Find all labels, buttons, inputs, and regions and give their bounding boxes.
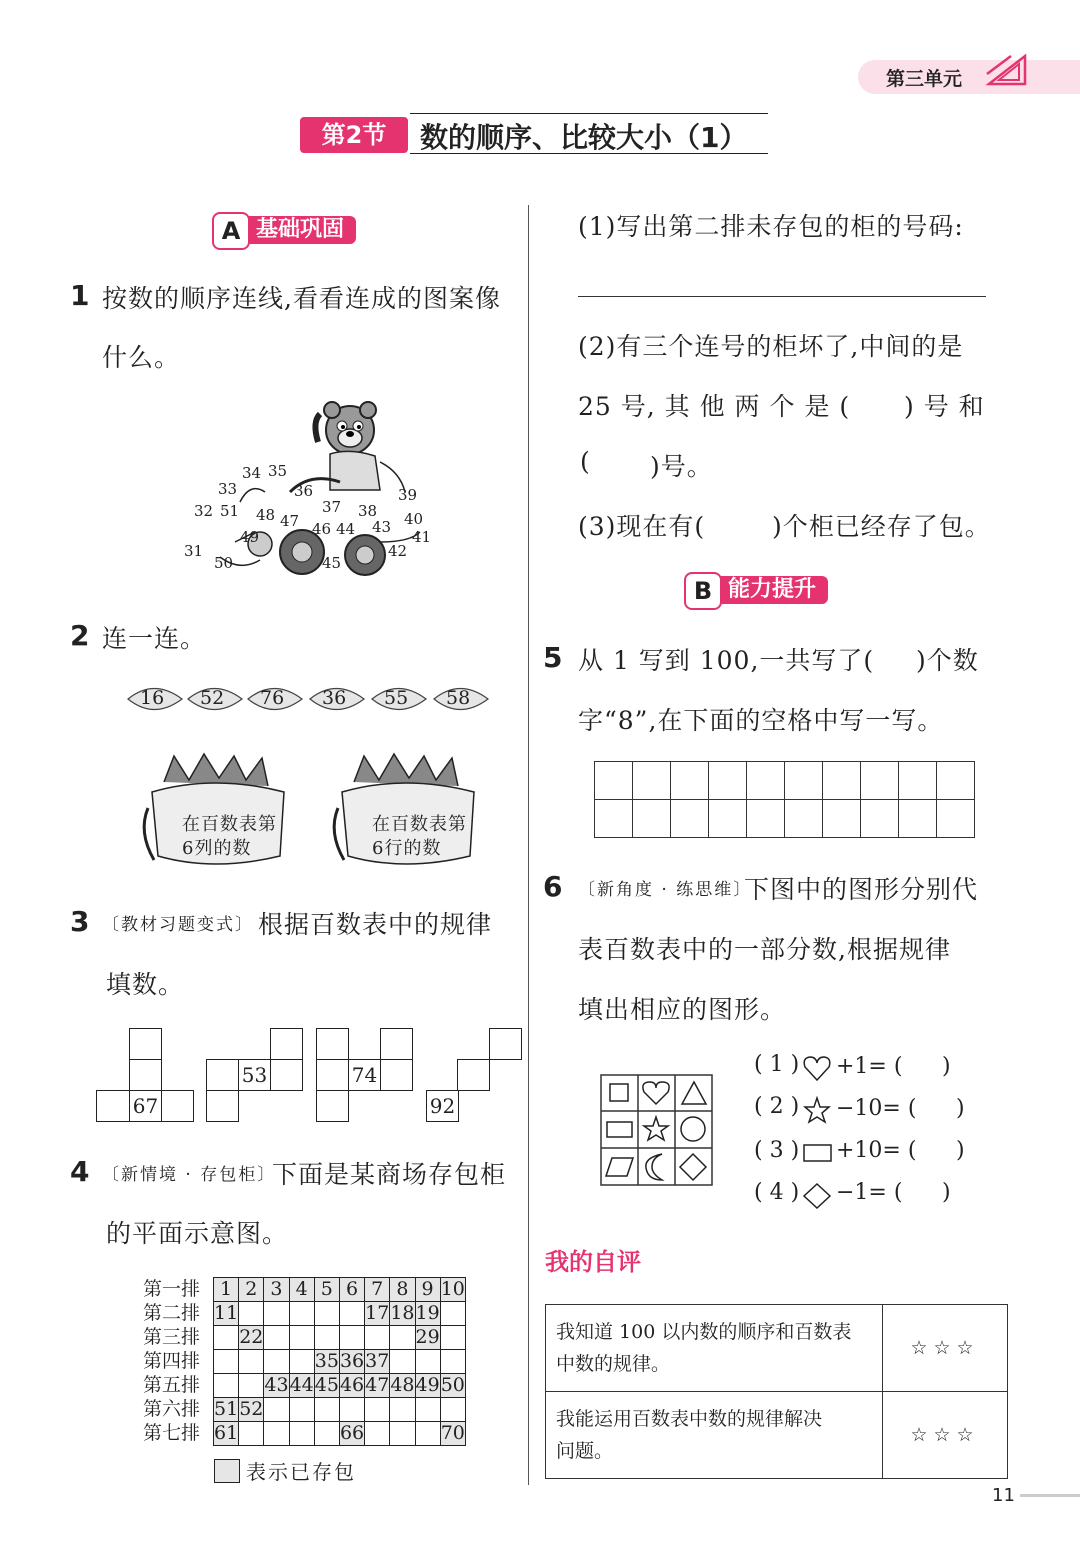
eq-label: ( 2 ) bbox=[754, 1094, 800, 1119]
locker-cell-stored: 11 bbox=[214, 1302, 239, 1324]
leaf-number[interactable]: 16 bbox=[140, 687, 165, 709]
dot-label: 34 bbox=[242, 464, 262, 482]
eq-close[interactable]: ) bbox=[942, 1180, 951, 1205]
q6-number: 6 bbox=[543, 870, 563, 903]
locker-cell-stored: 45 bbox=[314, 1374, 339, 1396]
q5-text-line1b: )个数 bbox=[916, 646, 979, 675]
square-icon bbox=[610, 1084, 628, 1101]
parallelogram-icon bbox=[606, 1158, 633, 1176]
locker-cell-empty bbox=[339, 1398, 364, 1422]
q6-text-line1: 下图中的图形分别代 bbox=[744, 875, 979, 904]
blank-cell[interactable] bbox=[270, 1028, 303, 1060]
part-b-letter: B bbox=[684, 572, 722, 610]
q4-sub3b: )个柜已经存了包。 bbox=[772, 512, 991, 541]
locker-row-label: 第一排 bbox=[143, 1278, 201, 1300]
locker-cell-empty bbox=[239, 1422, 264, 1446]
heart-icon bbox=[802, 1054, 832, 1082]
q1-dot-picture bbox=[180, 392, 440, 592]
pot-text-line2: 6行的数 bbox=[372, 838, 442, 859]
eq-label: ( 4 ) bbox=[754, 1180, 800, 1205]
given-number: 53 bbox=[238, 1059, 271, 1091]
dot-label: 35 bbox=[268, 462, 288, 480]
writing-cell[interactable] bbox=[937, 800, 975, 838]
q1-text-line1: 按数的顺序连线,看看连成的图案像 bbox=[102, 284, 501, 313]
dot-label: 50 bbox=[214, 554, 234, 572]
q6-equations bbox=[754, 1052, 984, 1222]
q5-writing-grid[interactable] bbox=[594, 761, 975, 838]
dot-label: 32 bbox=[194, 502, 214, 520]
writing-cell[interactable] bbox=[671, 762, 709, 800]
writing-cell[interactable] bbox=[899, 762, 937, 800]
locker-cell-empty bbox=[415, 1350, 440, 1374]
rectangle-icon bbox=[607, 1122, 632, 1137]
eq-label: ( 3 ) bbox=[754, 1138, 800, 1163]
locker-cell-stored: 8 bbox=[390, 1278, 415, 1302]
statement-line: 我知道 100 以内数的顺序和百数表 bbox=[556, 1321, 852, 1343]
locker-cell-stored: 52 bbox=[239, 1398, 264, 1420]
q3-number-grids bbox=[96, 1028, 526, 1124]
dot-label: 47 bbox=[280, 512, 300, 530]
q4-sub2-line2a: 25 号, 其 他 两 个 是 ( bbox=[578, 392, 851, 421]
locker-row-label: 第七排 bbox=[143, 1422, 201, 1444]
q3-text-line1: 根据百数表中的规律 bbox=[258, 910, 493, 939]
locker-cell-empty bbox=[365, 1326, 390, 1350]
locker-cell-stored: 61 bbox=[214, 1422, 239, 1444]
q3-text-line2: 填数。 bbox=[106, 970, 185, 999]
dot-label: 46 bbox=[312, 520, 332, 538]
locker-cell-empty bbox=[289, 1350, 314, 1374]
diamond-icon bbox=[802, 1182, 832, 1210]
locker-cell-empty bbox=[440, 1350, 465, 1374]
locker-cell-stored: 2 bbox=[239, 1278, 264, 1302]
locker-cell-stored: 51 bbox=[214, 1398, 239, 1420]
star-icon bbox=[644, 1117, 668, 1140]
locker-cell-stored: 70 bbox=[440, 1422, 465, 1444]
q1-text-line2: 什么。 bbox=[102, 343, 181, 372]
locker-cell-stored: 4 bbox=[289, 1278, 314, 1302]
writing-cell[interactable] bbox=[633, 800, 671, 838]
writing-cell[interactable] bbox=[861, 800, 899, 838]
locker-cell-stored: 19 bbox=[415, 1302, 440, 1324]
dot-label: 36 bbox=[294, 482, 314, 500]
blank-cell[interactable] bbox=[129, 1028, 162, 1060]
dot-label: 39 bbox=[398, 486, 418, 504]
locker-cell-stored: 48 bbox=[390, 1374, 415, 1396]
q4-sub2-close: )号。 bbox=[650, 452, 713, 481]
q4-sub3a: (3)现在有( bbox=[578, 512, 706, 541]
locker-row bbox=[143, 1326, 465, 1350]
statement-line: 中数的规律。 bbox=[556, 1353, 671, 1375]
writing-cell[interactable] bbox=[709, 762, 747, 800]
blank-cell[interactable] bbox=[316, 1059, 349, 1091]
locker-cell-empty bbox=[440, 1398, 465, 1422]
locker-cell-stored: 18 bbox=[390, 1302, 415, 1324]
leaf-number[interactable]: 76 bbox=[260, 687, 285, 709]
dot-label: 41 bbox=[412, 528, 432, 546]
writing-cell[interactable] bbox=[823, 800, 861, 838]
locker-row-label: 第五排 bbox=[143, 1374, 201, 1396]
self-eval-row bbox=[546, 1392, 1008, 1479]
locker-cell-empty bbox=[365, 1422, 390, 1446]
q2-pot-1[interactable] bbox=[134, 752, 294, 868]
locker-cell-stored: 5 bbox=[314, 1278, 339, 1302]
dot-label: 43 bbox=[372, 518, 392, 536]
locker-cell-empty bbox=[339, 1326, 364, 1350]
locker-cell-stored: 10 bbox=[440, 1278, 465, 1300]
q3-number: 3 bbox=[70, 905, 90, 938]
q4-sub1: (1)写出第二排未存包的柜的号码: bbox=[578, 212, 964, 241]
q4-sub2-line2b: ) 号 和 bbox=[904, 392, 985, 421]
q5-text-line2: 字“8”,在下面的空格中写一写。 bbox=[578, 706, 944, 735]
writing-cell[interactable] bbox=[595, 800, 633, 838]
locker-diagram bbox=[143, 1277, 466, 1446]
blank-cell[interactable] bbox=[206, 1090, 239, 1122]
locker-cell-empty bbox=[239, 1374, 264, 1398]
diamond-icon bbox=[680, 1154, 706, 1180]
locker-cell-empty bbox=[239, 1302, 264, 1326]
locker-cell-empty bbox=[289, 1326, 314, 1350]
locker-cell-stored: 1 bbox=[214, 1278, 239, 1302]
q4-text-line2: 的平面示意图。 bbox=[106, 1219, 289, 1248]
writing-cell[interactable] bbox=[899, 800, 937, 838]
locker-cell-empty bbox=[339, 1302, 364, 1326]
locker-row-label: 第二排 bbox=[143, 1302, 201, 1324]
locker-cell-empty bbox=[289, 1398, 314, 1422]
locker-cell-empty bbox=[214, 1350, 239, 1374]
moon-icon bbox=[646, 1154, 662, 1180]
locker-cell-empty bbox=[390, 1422, 415, 1446]
self-eval-statement bbox=[546, 1392, 883, 1479]
q5-text-line1a: 从 1 写到 100,一共写了( bbox=[578, 646, 875, 675]
dot-label: 45 bbox=[322, 554, 342, 572]
locker-cell-empty bbox=[214, 1374, 239, 1398]
column-divider bbox=[528, 205, 529, 1485]
writing-cell[interactable] bbox=[937, 762, 975, 800]
part-b-label: 能力提升 bbox=[712, 576, 828, 604]
eq-close[interactable]: ) bbox=[956, 1096, 965, 1121]
part-a-letter: A bbox=[212, 212, 250, 250]
section-badge: 第2节 bbox=[300, 117, 408, 153]
locker-cell-stored: 3 bbox=[264, 1278, 289, 1302]
blank-cell[interactable] bbox=[380, 1059, 413, 1091]
writing-cell[interactable] bbox=[709, 800, 747, 838]
ruler-icon bbox=[985, 52, 1031, 88]
eq-close[interactable]: ) bbox=[956, 1138, 965, 1163]
locker-cell-stored: 49 bbox=[415, 1374, 440, 1396]
writing-cell[interactable] bbox=[747, 800, 785, 838]
locker-row-label: 第六排 bbox=[143, 1398, 201, 1420]
locker-cell-empty bbox=[390, 1326, 415, 1350]
star-icon bbox=[802, 1096, 832, 1124]
leaf-number[interactable]: 58 bbox=[446, 687, 471, 709]
q4-tag: 〔新情境 · 存包柜〕 bbox=[102, 1165, 277, 1185]
given-number: 67 bbox=[129, 1090, 162, 1122]
locker-cell-stored: 17 bbox=[365, 1302, 390, 1324]
statement-line: 我能运用百数表中数的规律解决 bbox=[556, 1408, 823, 1430]
locker-cell-empty bbox=[314, 1422, 339, 1446]
star-rating[interactable]: ☆☆☆ bbox=[883, 1392, 1008, 1479]
q2-leaves bbox=[124, 682, 504, 716]
locker-row bbox=[143, 1374, 465, 1398]
q4-sub2-line1: (2)有三个连号的柜坏了,中间的是 bbox=[578, 332, 964, 361]
eq-op: −1= ( bbox=[836, 1180, 903, 1205]
dot-label: 38 bbox=[358, 502, 378, 520]
circle-icon bbox=[681, 1117, 705, 1141]
locker-cell-empty bbox=[314, 1326, 339, 1350]
blank-cell[interactable] bbox=[270, 1059, 303, 1091]
blank-cell[interactable] bbox=[380, 1028, 413, 1060]
q6-tag: 〔新角度 · 练思维〕 bbox=[578, 880, 753, 900]
dot-label: 31 bbox=[184, 542, 204, 560]
blank-cell[interactable] bbox=[206, 1059, 239, 1091]
dot-label: 37 bbox=[322, 498, 342, 516]
pot-text-line1: 在百数表第 bbox=[372, 814, 467, 835]
eq-op: −10= ( bbox=[836, 1096, 917, 1121]
blank-cell[interactable] bbox=[129, 1059, 162, 1091]
given-number: 92 bbox=[426, 1090, 459, 1122]
title-rule-bottom bbox=[410, 153, 768, 154]
locker-cell-stored: 35 bbox=[314, 1350, 339, 1372]
triangle-icon bbox=[682, 1082, 706, 1104]
writing-cell[interactable] bbox=[595, 762, 633, 800]
blank-cell[interactable] bbox=[161, 1090, 194, 1122]
locker-row-label: 第三排 bbox=[143, 1326, 201, 1348]
leaf-number[interactable]: 36 bbox=[322, 687, 347, 709]
q5-number: 5 bbox=[543, 641, 563, 674]
eq-op: +1= ( bbox=[836, 1054, 903, 1079]
leaf-number[interactable]: 55 bbox=[384, 687, 409, 709]
locker-cell-empty bbox=[289, 1302, 314, 1326]
writing-cell[interactable] bbox=[633, 762, 671, 800]
section-title: 数的顺序、比较大小（1） bbox=[420, 121, 748, 154]
locker-row bbox=[143, 1278, 465, 1302]
q2-pot-2[interactable] bbox=[324, 752, 484, 868]
writing-cell[interactable] bbox=[747, 762, 785, 800]
dot-label: 49 bbox=[240, 528, 260, 546]
page-number: 11 bbox=[992, 1485, 1015, 1506]
dot-label: 40 bbox=[404, 510, 424, 528]
heart-icon bbox=[643, 1082, 669, 1104]
locker-cell-empty bbox=[264, 1398, 289, 1422]
dot-label: 48 bbox=[256, 506, 276, 524]
eq-label: ( 1 ) bbox=[754, 1052, 800, 1077]
writing-cell[interactable] bbox=[785, 800, 823, 838]
part-a-badge bbox=[212, 212, 382, 248]
locker-cell-empty bbox=[415, 1422, 440, 1446]
eq-close[interactable]: ) bbox=[942, 1054, 951, 1079]
rectangle-icon bbox=[802, 1142, 834, 1164]
legend-swatch bbox=[214, 1459, 240, 1483]
star-rating[interactable]: ☆☆☆ bbox=[883, 1305, 1008, 1392]
unit-label: 第三单元 bbox=[886, 68, 963, 90]
locker-cell-empty bbox=[289, 1422, 314, 1446]
self-eval-row bbox=[546, 1305, 1008, 1392]
q4-sub2-open: ( bbox=[580, 447, 591, 476]
writing-cell[interactable] bbox=[861, 762, 899, 800]
locker-row bbox=[143, 1398, 465, 1422]
locker-cell-stored: 36 bbox=[339, 1350, 365, 1372]
pot-text-line2: 6列的数 bbox=[182, 838, 252, 859]
q6-shape-grid bbox=[600, 1074, 714, 1186]
locker-cell-empty bbox=[440, 1326, 465, 1350]
locker-cell-stored: 37 bbox=[365, 1350, 390, 1372]
self-eval-table bbox=[545, 1304, 1008, 1479]
given-number: 74 bbox=[348, 1059, 381, 1091]
locker-cell-empty bbox=[440, 1302, 465, 1326]
locker-cell-empty bbox=[314, 1398, 339, 1422]
blank-cell[interactable] bbox=[316, 1090, 349, 1122]
legend-text: 表示已存包 bbox=[246, 1460, 356, 1484]
locker-cell-stored: 6 bbox=[339, 1278, 364, 1302]
blank-cell[interactable] bbox=[96, 1090, 130, 1122]
q6-text-line3: 填出相应的图形。 bbox=[578, 995, 787, 1024]
pot-text-line1: 在百数表第 bbox=[182, 814, 277, 835]
dot-label: 51 bbox=[220, 502, 240, 520]
locker-cell-empty bbox=[264, 1422, 289, 1446]
statement-line: 问题。 bbox=[556, 1440, 614, 1462]
q4-sub1-answer-line[interactable] bbox=[578, 296, 986, 297]
locker-cell-stored: 44 bbox=[289, 1374, 314, 1396]
q2-text: 连一连。 bbox=[102, 624, 207, 653]
blank-cell[interactable] bbox=[489, 1028, 522, 1060]
blank-cell[interactable] bbox=[457, 1059, 490, 1091]
eq-op: +10= ( bbox=[836, 1138, 917, 1163]
locker-cell-stored: 66 bbox=[339, 1422, 365, 1444]
locker-cell-empty bbox=[264, 1350, 289, 1374]
locker-row-label: 第四排 bbox=[143, 1350, 201, 1372]
writing-cell[interactable] bbox=[671, 800, 709, 838]
q4-number: 4 bbox=[70, 1155, 90, 1188]
locker-cell-stored: 50 bbox=[440, 1374, 465, 1396]
dot-label: 33 bbox=[218, 480, 238, 498]
locker-row bbox=[143, 1422, 465, 1446]
q6-text-line2: 表百数表中的一部分数,根据规律 bbox=[578, 935, 951, 964]
part-b-badge bbox=[684, 572, 854, 608]
locker-row bbox=[143, 1302, 465, 1326]
blank-cell[interactable] bbox=[316, 1028, 349, 1060]
locker-cell-empty bbox=[415, 1398, 440, 1422]
locker-cell-stored: 47 bbox=[365, 1374, 390, 1396]
locker-cell-empty bbox=[390, 1398, 415, 1422]
page-rule bbox=[1020, 1494, 1080, 1497]
q3-tag: 〔教材习题变式〕 bbox=[102, 915, 254, 935]
q4-text-line1: 下面是某商场存包柜 bbox=[272, 1160, 507, 1189]
locker-cell-stored: 46 bbox=[339, 1374, 365, 1396]
locker-cell-stored: 7 bbox=[365, 1278, 390, 1302]
writing-cell[interactable] bbox=[785, 762, 823, 800]
writing-cell[interactable] bbox=[823, 762, 861, 800]
locker-row bbox=[143, 1350, 465, 1374]
locker-cell-empty bbox=[214, 1326, 239, 1350]
locker-cell-empty bbox=[239, 1350, 264, 1374]
locker-cell-empty bbox=[390, 1350, 415, 1374]
locker-cell-empty bbox=[264, 1326, 289, 1350]
self-eval-title: 我的自评 bbox=[545, 1248, 641, 1276]
self-eval-statement bbox=[546, 1305, 883, 1392]
locker-cell-empty bbox=[365, 1398, 390, 1422]
locker-cell-empty bbox=[264, 1302, 289, 1326]
locker-cell-stored: 43 bbox=[264, 1374, 289, 1396]
title-rule-top bbox=[410, 113, 768, 114]
locker-table bbox=[143, 1277, 466, 1446]
part-a-label: 基础巩固 bbox=[240, 216, 356, 244]
dot-label: 42 bbox=[388, 542, 408, 560]
q2-number: 2 bbox=[70, 619, 90, 652]
locker-cell-empty bbox=[314, 1302, 339, 1326]
dot-label: 44 bbox=[336, 520, 356, 538]
locker-cell-stored: 22 bbox=[239, 1326, 264, 1348]
locker-cell-stored: 9 bbox=[415, 1278, 440, 1302]
locker-cell-stored: 29 bbox=[415, 1326, 440, 1348]
q1-number: 1 bbox=[70, 279, 90, 312]
leaf-number[interactable]: 52 bbox=[200, 687, 225, 709]
